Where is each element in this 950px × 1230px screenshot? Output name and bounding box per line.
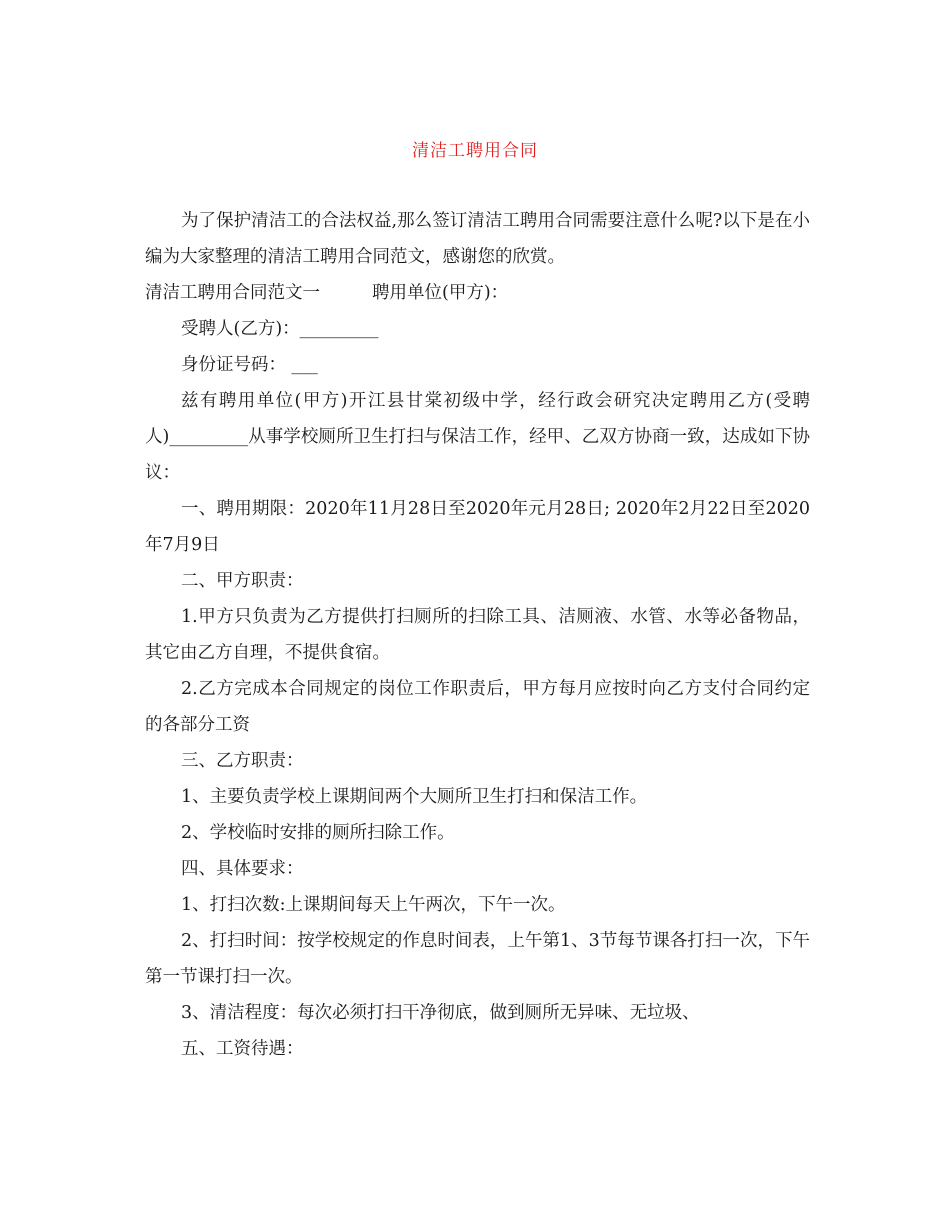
section-1-term: 一、聘用期限：2020年11月28日至2020年元月28日; 2020年2月22日至2020年7月9日 xyxy=(145,499,810,555)
section-4-item-3: 3、清洁程度：每次必须打扫干净彻底，做到厕所无异味、无垃圾、 xyxy=(181,1003,700,1023)
section-2-item-1: 1.甲方只负责为乙方提供打扫厕所的扫除工具、洁厕液、水管、水等必备物品，其它由乙方自理，不提供食宿。 xyxy=(145,607,810,663)
section-2-item-2: 2.乙方完成本合同规定的岗位工作职责后，甲方每月应按时向乙方支付合同约定的各部分工资 xyxy=(145,679,810,735)
section-3-item-1: 1、主要负责学校上课期间两个大厕所卫生打扫和保洁工作。 xyxy=(181,787,648,807)
id-number-line: 身份证号码： ___ xyxy=(181,355,318,375)
document-body xyxy=(145,203,810,1067)
sample-heading: 清洁工聘用合同范文一 xyxy=(145,283,320,303)
intro-paragraph: 为了保护清洁工的合法权益,那么签订清洁工聘用合同需要注意什么呢?以下是在小编为大家整理的清洁工聘用合同范文，感谢您的欣赏。 xyxy=(145,211,810,267)
preamble-paragraph: 兹有聘用单位(甲方)开江县甘棠初级中学，经行政会研究决定聘用乙方(受聘人)_________从事学校厕所卫生打扫与保洁工作，经甲、乙双方协商一致，达成如下协议： xyxy=(145,391,810,483)
section-4-item-2: 2、打扫时间：按学校规定的作息时间表，上午第1、3节每节课各打扫一次，下午第一节课打扫一次。 xyxy=(145,931,810,987)
section-2-heading: 二、甲方职责： xyxy=(181,571,304,591)
section-3-heading: 三、乙方职责： xyxy=(181,751,304,771)
employer-label: 聘用单位(甲方)： xyxy=(372,283,509,303)
document-title: 清洁工聘用合同 xyxy=(412,141,538,161)
section-3-item-2: 2、学校临时安排的厕所扫除工作。 xyxy=(181,823,455,843)
section-4-heading: 四、具体要求： xyxy=(181,859,304,879)
sample-heading-line xyxy=(145,275,810,311)
employee-line: 受聘人(乙方)：_________ xyxy=(181,319,379,339)
section-5-heading: 五、工资待遇： xyxy=(181,1039,304,1059)
section-4-item-1: 1、打扫次数:上课期间每天上午两次，下午一次。 xyxy=(181,895,566,915)
